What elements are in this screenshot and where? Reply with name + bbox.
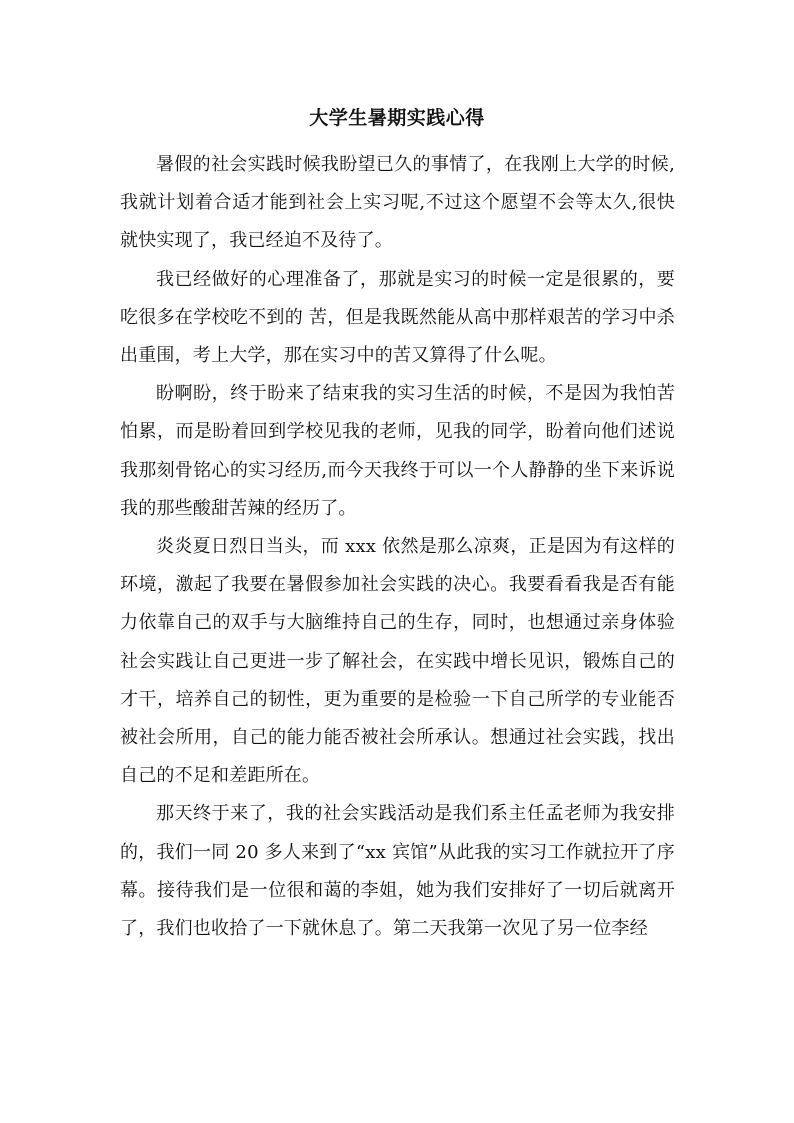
document-body (120, 146, 675, 948)
paragraph-4: 炎炎夏日烈日当头，而 xxx 依然是那么凉爽，正是因为有这样的环境，激起了我要在暑假参加社会实践的决心。我要看看我是否有能力依靠自己的双手与大脑维持自己的生存，同时，也想通过亲身体验社会实践让自己更进一步了解社会，在实践中增长见识，锻炼自己的才干，培养自己的韧性，更为重要的是检验一下自己所学的专业能否被社会所用，自己的能力能否被社会所承认。想通过社会实践，找出自己的不足和差距所在。 (120, 536, 675, 787)
paragraph-5: 那天终于来了，我的社会实践活动是我们系主任孟老师为我安排的，我们一同 20 多人来到了“xx 宾馆”从此我的实习工作就拉开了序幕。接待我们是一位很和蔼的李姐，她为我们安排好了一切后就离开了，我们也收拾了一下就休息了。第二天我第一次见了另一位李经 (120, 803, 675, 940)
paragraph-1: 暑假的社会实践时候我盼望已久的事情了，在我刚上大学的时候,我就计划着合适才能到社会上实习呢,不过这个愿望不会等太久,很快就快实现了，我已经迫不及待了。 (120, 154, 675, 252)
paragraph-2: 我已经做好的心理准备了，那就是实习的时候一定是很累的，要吃很多在学校吃不到的 苦，但是我既然能从高中那样艰苦的学习中杀出重围，考上大学，那在实习中的苦又算得了什么呢。 (120, 268, 675, 367)
paragraph-3: 盼啊盼，终于盼来了结束我的实习生活的时候，不是因为我怕苦怕累，而是盼着回到学校见我的老师，见我的同学，盼着向他们述说我那刻骨铭心的实习经历,而今天我终于可以一个人静静的坐下来诉说我的那些酸甜苦辣的经历了。 (120, 383, 675, 519)
document-title: 大学生暑期实践心得 (309, 107, 485, 129)
